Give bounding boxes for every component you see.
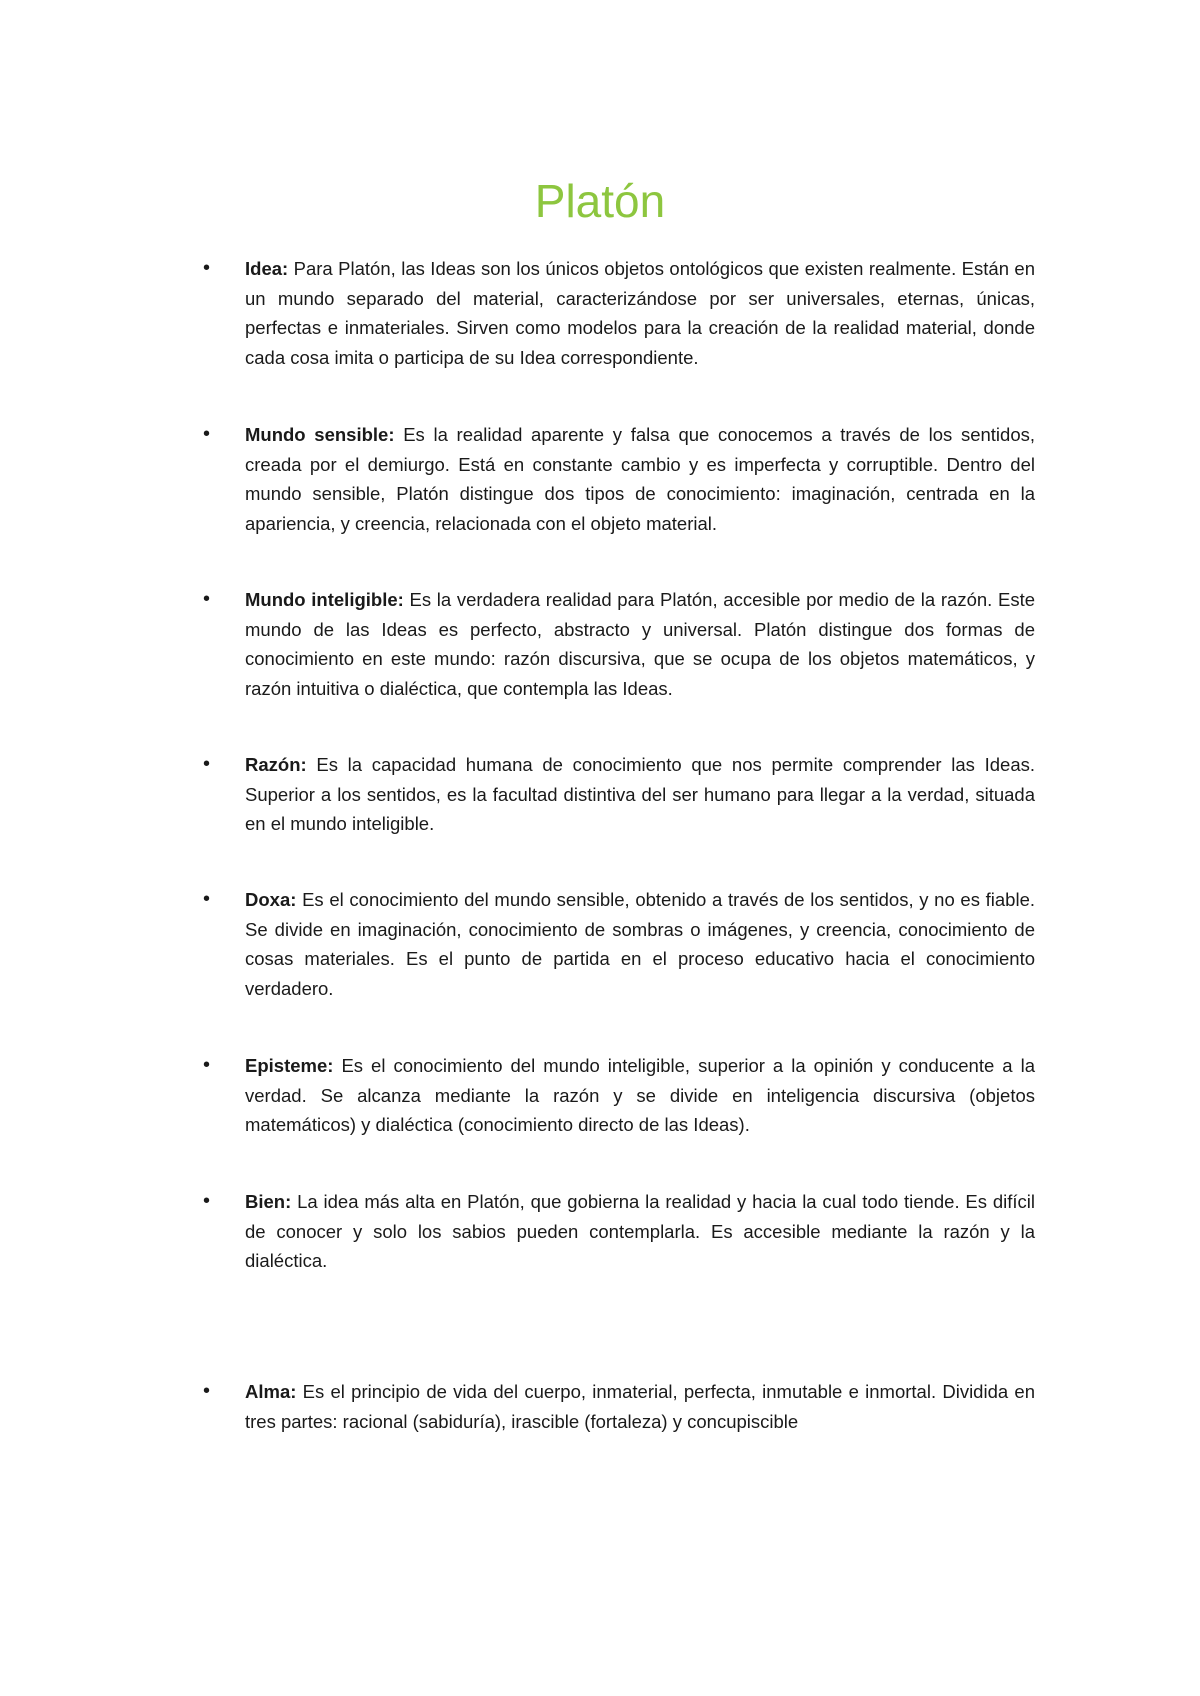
entry-definition: Es la verdadera realidad para Platón, accesible por medio de la razón. Este mundo de las Ideas es perfecto, abstracto y universal. Platón distingue dos formas de conocimiento en este mundo: razón discursiva, que se ocupa de los objetos matemáticos, y razón intuitiva o dialéctica, que contempla las Ideas.: [245, 589, 1035, 699]
entry-definition: Es el conocimiento del mundo inteligible, superior a la opinión y conducente a la verdad. Se alcanza mediante la razón y se divide en inteligencia discursiva (objetos matemáticos) y dialéctica (conocimiento directo de las Ideas).: [245, 1055, 1035, 1135]
glossary-entry-mundo-inteligible: [203, 585, 1035, 703]
bullet-icon: •: [203, 1054, 211, 1076]
page-title: Platón: [534, 174, 666, 227]
entry-term: Alma:: [245, 1381, 297, 1402]
glossary-entry-doxa: [203, 885, 1036, 1003]
bullet-icon: •: [203, 257, 211, 279]
glossary-entry-bien: [203, 1187, 1035, 1276]
glossary-entry-alma: [203, 1377, 1035, 1436]
entry-term: Mundo inteligible:: [245, 589, 404, 610]
entry-definition: La idea más alta en Platón, que gobierna la realidad y hacia la cual todo tiende. Es difícil de conocer y solo los sabios pueden contemplarla. Es accesible mediante la razón y la dialéctica.: [245, 1191, 1035, 1271]
bullet-icon: •: [203, 588, 211, 610]
entry-definition: Es el conocimiento del mundo sensible, obtenido a través de los sentidos, y no es fiable. Se divide en imaginación, conocimiento de sombras o imágenes, y creencia, conocimiento de cosas materiales. Es el punto de partida en el proceso educativo hacia el conocimiento verdadero.: [245, 889, 1036, 999]
glossary-entry-episteme: [203, 1051, 1035, 1140]
glossary-entry-idea: [203, 254, 1036, 372]
entry-term: Idea:: [245, 258, 289, 279]
entry-definition: Es la realidad aparente y falsa que conocemos a través de los sentidos, creada por el demiurgo. Está en constante cambio y es imperfecta y corruptible. Dentro del mundo sensible, Platón distingue dos tipos de conocimiento: imaginación, centrada en la apariencia, y creencia, relacionada con el objeto material.: [245, 424, 1035, 534]
entry-definition: Para Platón, las Ideas son los únicos objetos ontológicos que existen realmente. Están en un mundo separado del material, caracterizándose por ser universales, eternas, únicas, perfectas e inmateriales. Sirven como modelos para la creación de la realidad material, donde cada cosa imita o participa de su Idea correspondiente.: [245, 258, 1036, 368]
bullet-icon: •: [203, 1380, 211, 1402]
bullet-icon: •: [203, 888, 211, 910]
glossary-entry-mundo-sensible: [203, 420, 1035, 538]
entry-term: Razón:: [245, 754, 307, 775]
glossary-entry-razon: [203, 750, 1035, 839]
entry-term: Episteme:: [245, 1055, 334, 1076]
entry-term: Bien:: [245, 1191, 292, 1212]
bullet-icon: •: [203, 423, 211, 445]
bullet-icon: •: [203, 753, 211, 775]
bullet-icon: •: [203, 1190, 211, 1212]
entry-definition: Es el principio de vida del cuerpo, inmaterial, perfecta, inmutable e inmortal. Dividida en tres partes: racional (sabiduría), irascible (fortaleza) y concupiscible: [245, 1381, 1035, 1432]
entry-term: Doxa:: [245, 889, 297, 910]
entry-definition: Es la capacidad humana de conocimiento que nos permite comprender las Ideas. Superior a los sentidos, es la facultad distintiva del ser humano para llegar a la verdad, situada en el mundo inteligible.: [245, 754, 1035, 834]
entry-term: Mundo sensible:: [245, 424, 395, 445]
